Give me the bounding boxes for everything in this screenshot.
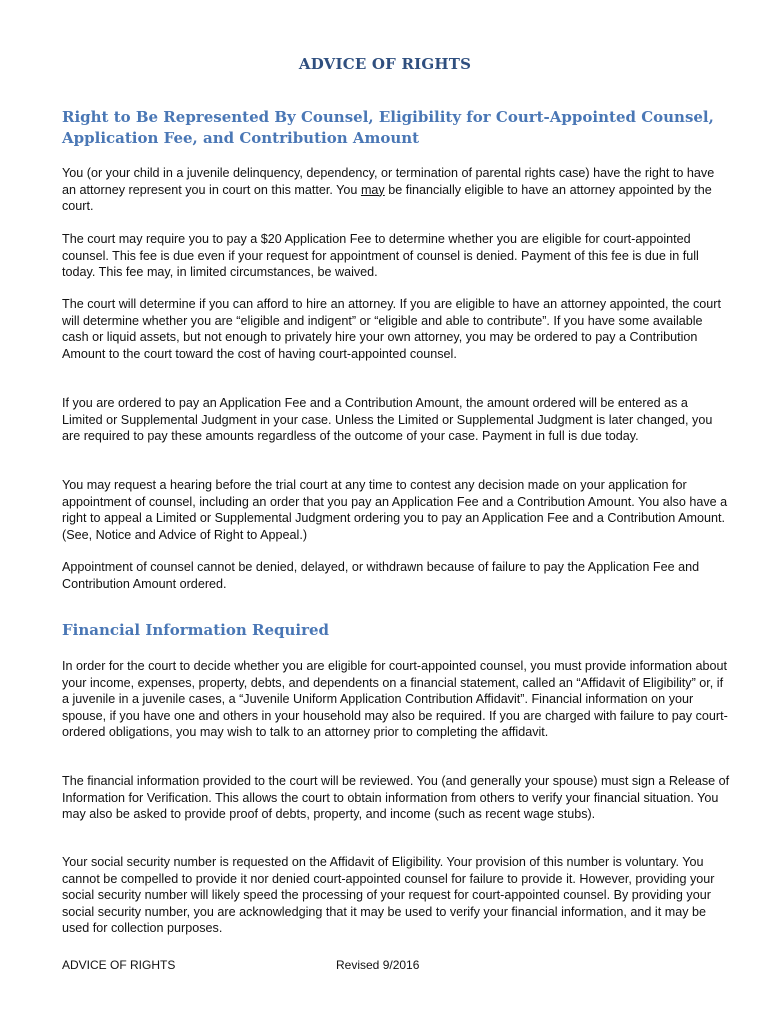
paragraph-request-hearing: You may request a hearing before the trial court at any time to contest any decision made on your application for appointment of counsel, including an order that you pay an Application Fee and a Contribution Amount. You also have a right to appeal a Limited or Supplemental Judgment ordering you to pay an Application Fee and a Contribution Amount. (See, Notice and Advice of Right to Appeal.) bbox=[62, 478, 728, 542]
paragraph-financial-statement: In order for the court to decide whether you are eligible for court-appointed counsel, you must provide information about your income, expenses, property, debts, and dependents on a financial statement, called an “Affidavit of Eligibility” or, if a juvenile in a juvenile cases, a “Juvenile Uniform Application Contribution Affidavit”. Financial information on your spouse, if you have one and others in your household may also be required. If you are charged with failure to pay court-ordered obligations, you may wish to talk to an attorney prior to completing the affidavit. bbox=[62, 659, 728, 739]
underlined-word: may bbox=[360, 182, 385, 197]
paragraph-right-to-attorney bbox=[62, 165, 730, 215]
text-run: You (or your child in a juvenile delinquency, dependency, or termination of parental rights case) have the right to have an attorney represent you in court on this matter. You bbox=[62, 166, 715, 197]
page-title: ADVICE OF RIGHTS bbox=[298, 55, 472, 73]
paragraph-application-fee: The court may require you to pay a $20 Application Fee to determine whether you are eligible for court-appointed counsel. This fee is due even if your request for appointment of counsel is denied. Payment of this fee is due in full today. This fee may, in limited circumstances, be waived. bbox=[62, 232, 699, 279]
paragraph-social-security: Your social security number is requested on the Affidavit of Eligibility. Your provision of this number is voluntary. You cannot be compelled to provide it nor denied court-appointed counsel for failure to provide it. However, providing your social security number will likely speed the processing of your request for court-appointed counsel. By providing your social security number, you are acknowledging that it may be used to verify your financial information, and it may be used for collection purposes. bbox=[62, 855, 715, 935]
paragraph-no-denial: Appointment of counsel cannot be denied, delayed, or withdrawn because of failure to pay the Application Fee and Contribution Amount ordered. bbox=[62, 560, 700, 591]
text-run: be financially eligible to have an attorney appointed by the court. bbox=[62, 182, 712, 213]
section-heading-financial: Financial Information Required bbox=[62, 621, 330, 639]
footer-revision: Revised 9/2016 bbox=[336, 958, 420, 972]
section-heading-line: Application Fee, and Contribution Amount bbox=[62, 129, 420, 147]
footer-title: ADVICE OF RIGHTS bbox=[62, 958, 176, 972]
paragraph-afford-attorney: The court will determine if you can afford to hire an attorney. If you are eligible to have an attorney appointed, the court will determine whether you are “eligible and indigent” or “eligible and able to contribute”. If you have some available cash or liquid assets, but not enough to privately hire your own attorney, you may be ordered to pay a Contribution Amount to the court toward the cost of having court-appointed counsel. bbox=[62, 297, 721, 361]
paragraph-judgment: If you are ordered to pay an Application Fee and a Contribution Amount, the amount ordered will be entered as a Limited or Supplemental Judgment in your case. Unless the Limited or Supplemental Judgment is later changed, you are required to pay these amounts regardless of the outcome of your case. Payment in full is due today. bbox=[62, 396, 713, 443]
section-heading-line: Right to Be Represented By Counsel, Eligibility for Court-Appointed Counsel, bbox=[62, 108, 714, 126]
section-heading-counsel bbox=[62, 107, 722, 149]
paragraph-release-information: The financial information provided to the court will be reviewed. You (and generally your spouse) must sign a Release of Information for Verification. This allows the court to obtain information from others to verify your financial situation. You may also be asked to provide proof of debts, property, and income (such as recent wage stubs). bbox=[62, 774, 730, 821]
